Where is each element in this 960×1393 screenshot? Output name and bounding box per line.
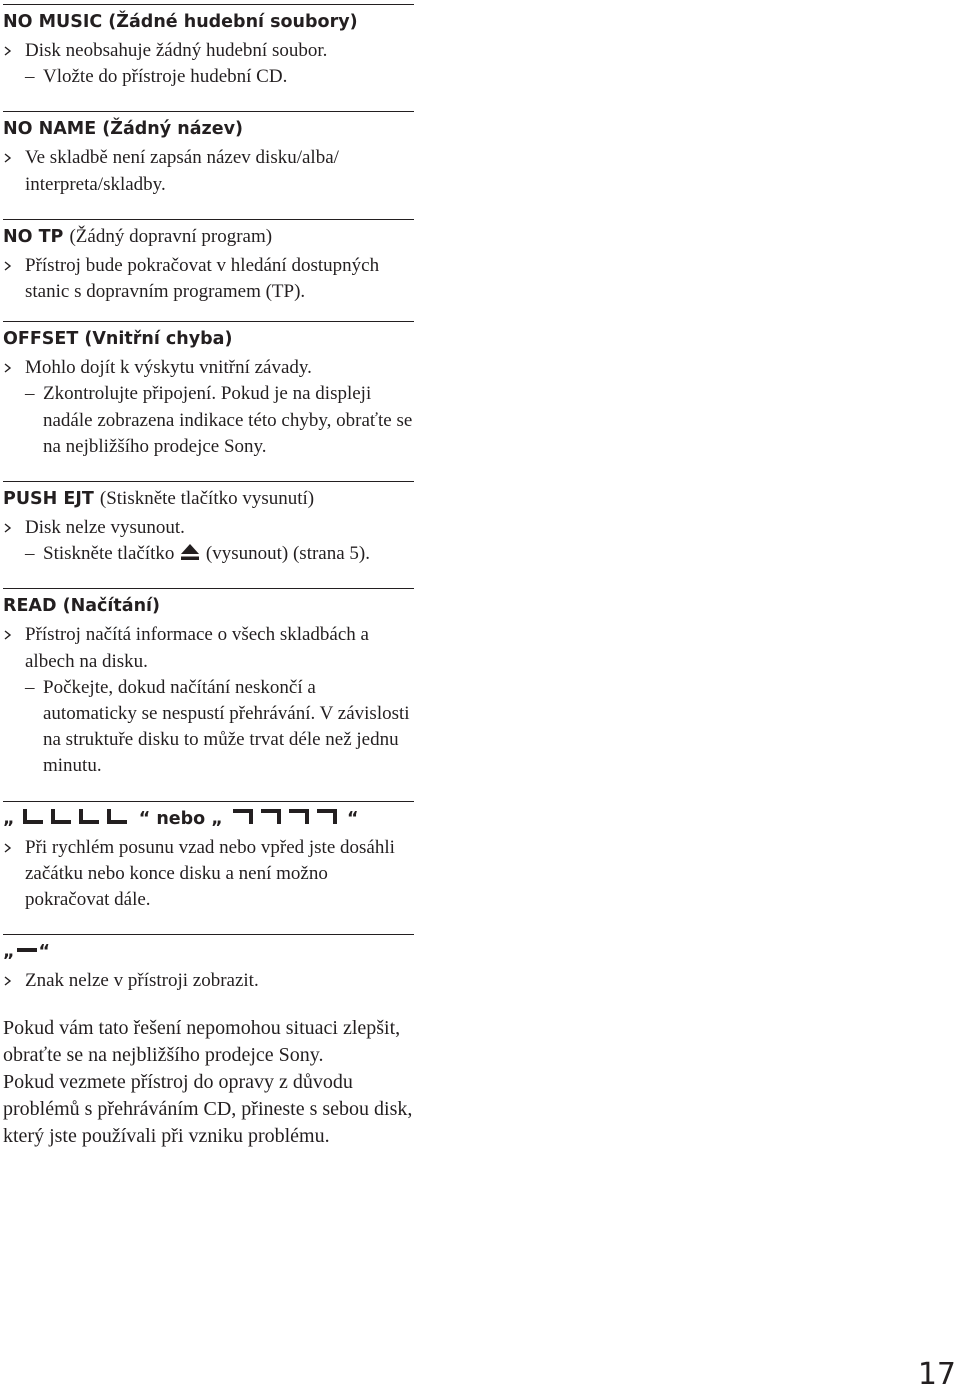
dash-bullet: – bbox=[25, 66, 35, 88]
remedy-line: – Vložte do přístroje hudební CD. bbox=[3, 64, 414, 90]
entry-offset bbox=[3, 321, 414, 460]
entry-unsupported-char bbox=[3, 934, 414, 994]
cause-line: Při rychlém posunu vzad nebo vpřed jste dosáhli začátku nebo konce disku a není možno pokračovat dále. bbox=[3, 835, 414, 914]
arrow-icon bbox=[3, 630, 13, 640]
entry-no-tp bbox=[3, 219, 414, 305]
entry-read bbox=[3, 588, 414, 779]
arrow-icon bbox=[3, 261, 13, 271]
closing-text bbox=[3, 1015, 414, 1150]
troubleshooting-list bbox=[3, 4, 414, 1150]
dash-bullet: – bbox=[25, 383, 35, 405]
segment-bottom-left-icon bbox=[21, 808, 133, 826]
dash-bullet: – bbox=[25, 676, 35, 698]
segment-top-right-icon bbox=[229, 808, 341, 826]
arrow-icon bbox=[3, 843, 13, 853]
cause-line: Přístroj bude pokračovat v hledání dostupných stanic s dopravním programem (TP). bbox=[3, 253, 414, 305]
page-number: 17 bbox=[917, 1357, 956, 1392]
entry-heading: NO MUSIC (Žádné hudební soubory) bbox=[3, 12, 358, 32]
entry-heading: OFFSET (Vnitřní chyba) bbox=[3, 329, 233, 350]
arrow-icon bbox=[3, 976, 13, 986]
segment-dash-icon bbox=[15, 941, 39, 959]
closing-paragraph: Pokud vám tato řešení nepomohou situaci zlepšit, obraťte se na nejbližšího prodejce Sony. bbox=[3, 1017, 401, 1067]
cause-line: Přístroj načítá informace o všech skladbách a albech na disku. bbox=[3, 622, 414, 674]
cause-line: Mohlo dojít k výskytu vnitřní závady. bbox=[3, 355, 414, 381]
entry-heading: READ (Načítání) bbox=[3, 596, 161, 617]
entry-heading: NO TP (Žádný dopravní program) bbox=[3, 225, 273, 247]
eject-icon bbox=[179, 543, 201, 562]
remedy-line: – Počkejte, dokud načítání neskončí a automaticky se nespustí přehrávání. V závislosti na struktuře disku to může trvat déle než jednu minutu. bbox=[25, 676, 410, 777]
remedy-line: – Stiskněte tlačítko (vysunout) (strana 5). bbox=[3, 541, 414, 567]
entry-segment-limit bbox=[3, 801, 414, 914]
closing-paragraph: Pokud vezmete přístroj do opravy z důvodu problémů s přehráváním CD, přineste s sebou disk, který jste používali při vzniku problému. bbox=[3, 1071, 413, 1148]
arrow-icon bbox=[3, 153, 13, 163]
arrow-icon bbox=[3, 523, 13, 533]
entry-heading: PUSH EJT (Stiskněte tlačítko vysunutí) bbox=[3, 488, 315, 510]
entry-no-name bbox=[3, 111, 414, 197]
entry-heading: „ “ nebo „ “ bbox=[3, 808, 359, 829]
cause-line: Znak nelze v přístroji zobrazit. bbox=[3, 968, 414, 994]
entry-heading: „ “ bbox=[3, 942, 51, 963]
entry-no-music bbox=[3, 4, 414, 90]
entry-push-ejt bbox=[3, 481, 414, 567]
cause-line: Disk nelze vysunout. bbox=[3, 515, 414, 541]
arrow-icon bbox=[3, 363, 13, 373]
entry-heading: NO NAME (Žádný název) bbox=[3, 119, 243, 140]
cause-line: Disk neobsahuje žádný hudební soubor. bbox=[3, 38, 414, 64]
remedy-line: – Zkontrolujte připojení. Pokud je na displeji nadále zobrazena indikace této chyby, obraťte se na nejbližšího prodejce Sony. bbox=[25, 383, 413, 457]
cause-line: Ve skladbě není zapsán název disku/alba/ interpreta/skladby. bbox=[3, 145, 414, 197]
arrow-icon bbox=[3, 46, 13, 56]
dash-bullet: – bbox=[25, 543, 35, 565]
